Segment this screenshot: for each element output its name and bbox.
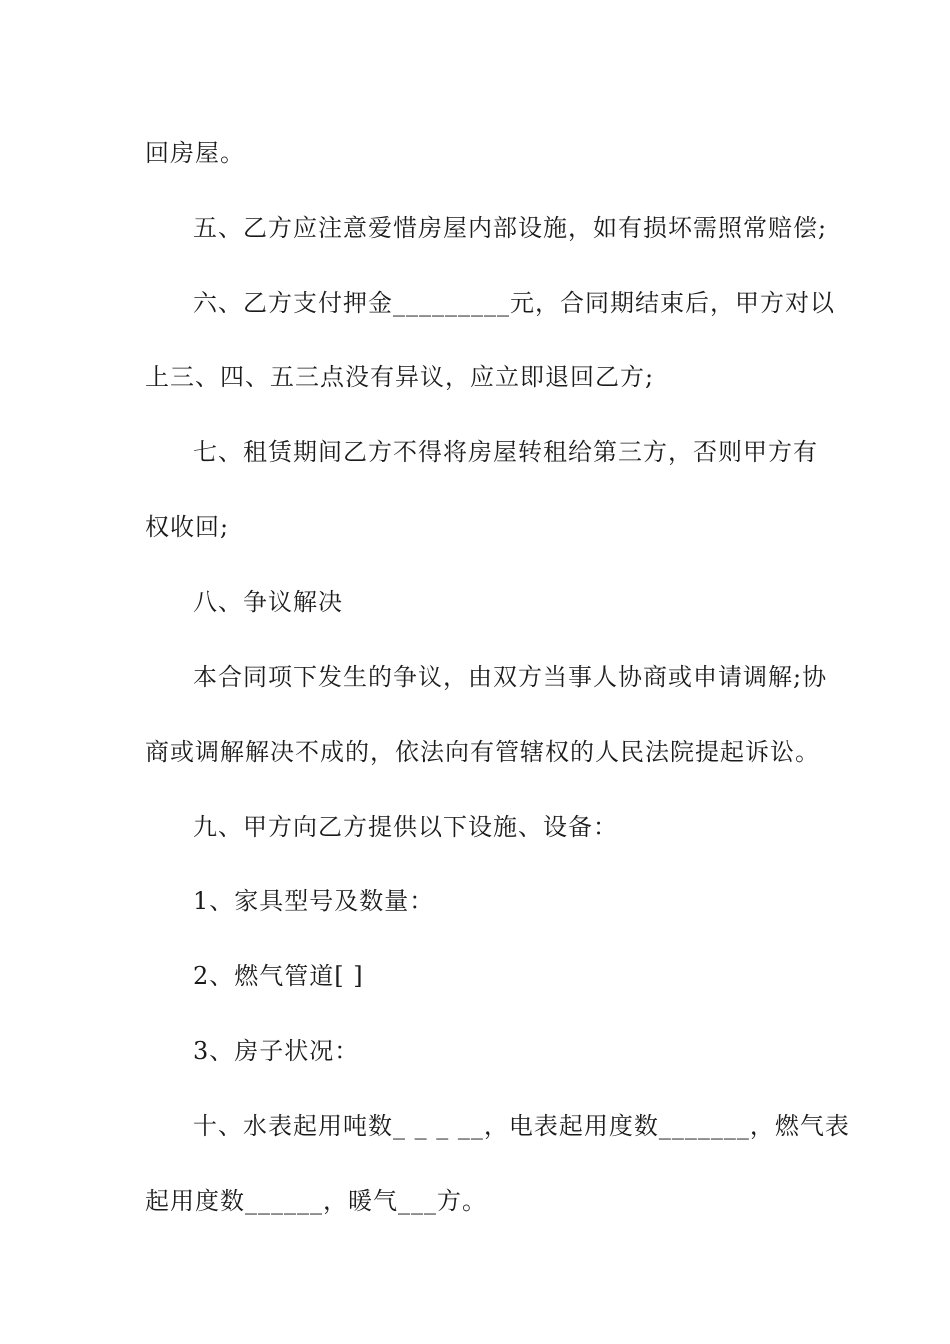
paragraph-line: 商或调解解决不成的，依法向有管辖权的人民法院提起诉讼。 — [145, 738, 820, 766]
paragraph-line: 回房屋。 — [145, 139, 245, 167]
clause-5: 五、乙方应注意爱惜房屋内部设施，如有损坏需照常赔偿; — [193, 214, 828, 242]
clause-6: 六、乙方支付押金_________元，合同期结束后，甲方对以 — [193, 289, 835, 317]
clause-8-heading: 八、争议解决 — [193, 588, 343, 616]
paragraph-line: 上三、四、五三点没有异议，应立即退回乙方; — [145, 363, 655, 391]
list-item: 3、房子状况： — [193, 1037, 360, 1065]
clause-9: 九、甲方向乙方提供以下设施、设备： — [193, 813, 618, 841]
clause-10: 十、水表起用吨数_ _ _ __，电表起用度数_______，燃气表 — [193, 1112, 850, 1140]
list-item: 2、燃气管道[ ] — [193, 962, 364, 990]
list-item: 1、家具型号及数量： — [193, 887, 435, 915]
paragraph-line: 起用度数______，暖气___方。 — [145, 1187, 487, 1215]
dispute-paragraph: 本合同项下发生的争议，由双方当事人协商或申请调解;协 — [193, 663, 828, 691]
paragraph-line: 权收回; — [145, 513, 230, 541]
clause-7: 七、租赁期间乙方不得将房屋转租给第三方，否则甲方有 — [193, 438, 818, 466]
